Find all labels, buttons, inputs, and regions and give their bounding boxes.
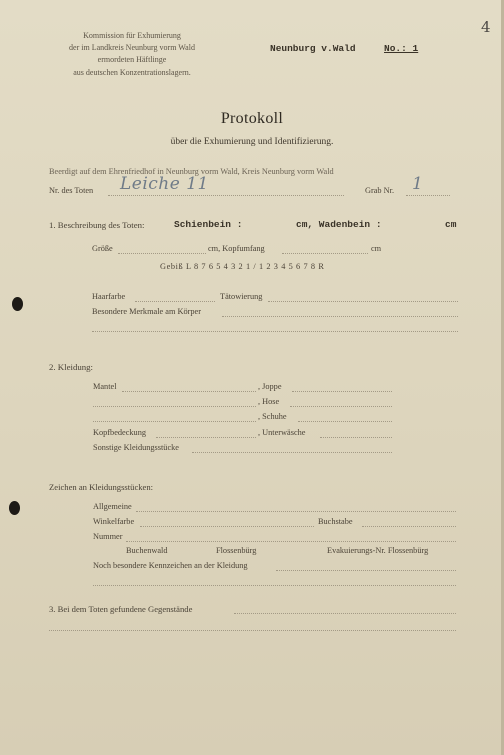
marks-section-heading: Zeichen an Kleidungsstücken: [49,482,154,492]
header-number: No.: 1 [384,43,419,54]
hair-line [135,301,215,302]
jacket-line [292,391,392,392]
jacket-label: , Joppe [258,382,282,391]
grave-label: Grab Nr. [365,186,395,195]
tattoo-line [268,301,458,302]
clothes-line-2 [93,406,256,407]
more-marks-line-2 [93,585,456,586]
teeth-row: Gebiß L 8 7 6 5 4 3 2 1 / 1 2 3 4 5 6 7 8 R [160,262,325,271]
hair-label: Haarfarbe [92,292,126,301]
other-clothes-label: Sonstige Kleidungsstücke [93,443,179,452]
angle-color-line [140,526,314,527]
punch-hole-bottom [9,501,20,515]
underwear-line [320,437,392,438]
punch-hole-top [12,297,23,311]
evacuation-label: Evakuierungs-Nr. Flossenbürg [327,546,429,555]
section2-heading: 2. Kleidung: [49,362,93,372]
flossenburg-label: Flossenbürg [216,546,257,555]
other-clothes-line [192,452,392,453]
trousers-label: , Hose [258,397,280,406]
general-label: Allgemeine [93,502,132,511]
grave-line [406,195,450,196]
dead-number-label: Nr. des Toten [49,186,94,195]
underwear-label: , Unterwäsche [258,428,306,437]
letter-line [362,526,456,527]
angle-color-label: Winkelfarbe [93,517,135,526]
tattoo-label: Tätowierung [220,292,263,301]
number-label: Nummer [93,532,123,541]
section3-line-1 [234,613,456,614]
more-marks-label: Noch besondere Kennzeichen an der Kleidung [93,561,248,570]
headgear-label: Kopfbedeckung [93,428,146,437]
header-line-1: Kommission für Exhumierung [83,31,181,40]
number-line [126,541,456,542]
clothes-line-3 [93,421,256,422]
size-line [118,253,206,254]
letter-label: Buchstabe [318,517,353,526]
general-line [136,511,456,512]
marks-label: Besondere Merkmale am Körper [92,307,201,316]
head-size-line [282,253,368,254]
marks-line-2 [92,331,458,332]
marks-line-1 [222,316,458,317]
dead-number-handwriting: Leiche 11 [120,174,209,194]
section3-heading: 3. Bei dem Toten gefundene Gegenstände [49,604,193,614]
header-line-2: der im Landkreis Neunburg vorm Wald [69,43,195,52]
buchenwald-label: Buchenwald [126,546,168,555]
coat-line [122,391,256,392]
headgear-line [156,437,256,438]
shoes-line [298,421,392,422]
dead-number-line [108,195,344,196]
header-line-3: ermordeten Häftlinge [97,55,167,64]
trousers-line [290,406,392,407]
grave-handwriting: 1 [412,174,423,194]
header-line-4: aus deutschen Konzentrationslagern. [73,68,191,77]
shoes-label: , Schuhe [258,412,287,421]
head-cm-label: cm [371,244,382,253]
page-subtitle: über die Exhumierung und Identifizierung. [170,137,334,147]
section1-heading: 1. Beschreibung des Toten: [49,220,145,230]
header-place: Neunburg v.Wald [270,43,356,54]
more-marks-line [276,570,456,571]
page-title: Protokoll [220,110,284,127]
coat-label: Mantel [93,382,117,391]
section1-calf: cm, Wadenbein : [296,219,382,230]
page-number: 4 [481,18,491,36]
head-size-label: cm, Kopfumfang [208,244,265,253]
section1-shin: Schienbein : [174,219,243,230]
burial-line: Beerdigt auf dem Ehrenfriedhof in Neunburg vorm Wald, Kreis Neunburg vorm Wald [49,167,334,176]
section3-line-2 [49,630,456,631]
size-label: Größe [92,244,113,253]
section1-cm: cm [445,219,457,230]
